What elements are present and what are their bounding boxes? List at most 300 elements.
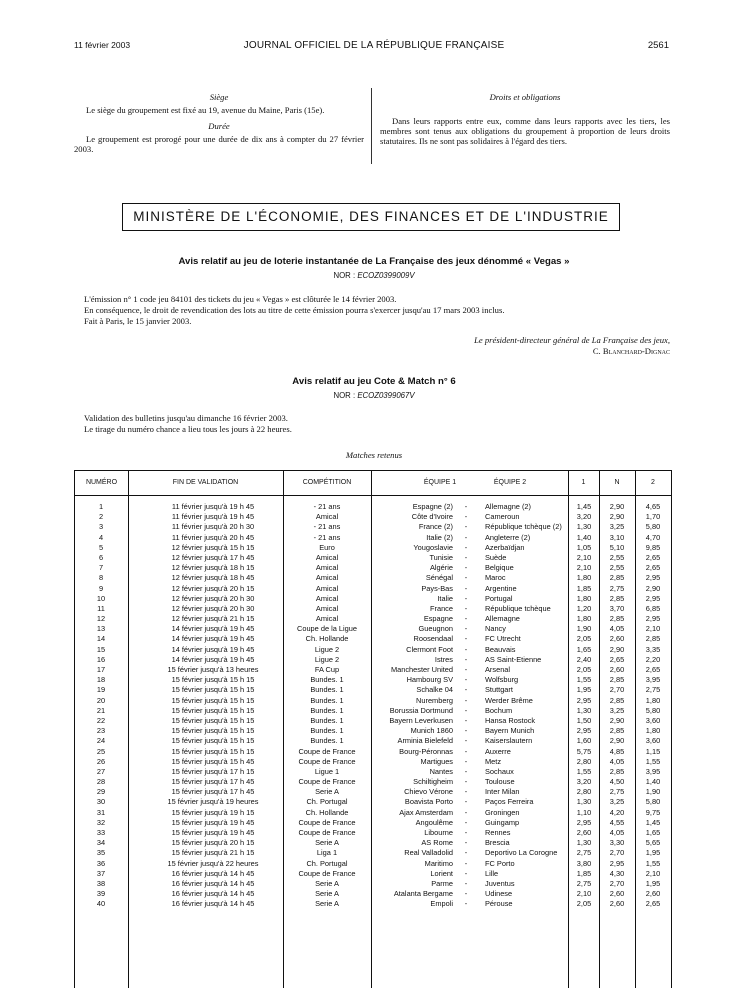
row-number: 39 (96, 889, 106, 899)
row-odds-1: 1,05 (576, 542, 592, 552)
row-team2: AS Saint-Etienne (485, 654, 542, 664)
row-odds-1: 1,60 (576, 736, 592, 746)
row-odds-2: 2,95 (645, 614, 661, 624)
row-odds-n: 2,90 (609, 502, 625, 511)
th-competition: COMPÉTITION (302, 479, 352, 486)
row-odds-2: 2,20 (645, 654, 661, 664)
row-competition: Ch. Hollande (305, 807, 349, 817)
row-separator: - (464, 654, 468, 664)
table-row (75, 828, 671, 838)
row-odds-n: 4,05 (609, 756, 625, 766)
row-validation: 12 février jusqu'à 21 h 15 (171, 614, 255, 624)
row-odds-n: 2,90 (609, 736, 625, 746)
row-separator: - (464, 848, 468, 858)
row-competition: Amical (315, 512, 339, 522)
row-validation: 15 février jusqu'à 19 h 45 (171, 828, 255, 837)
row-number: 15 (96, 644, 106, 654)
row-team2: Toulouse (485, 777, 515, 787)
row-odds-n: 2,60 (609, 634, 625, 644)
avis2-line1: Validation des bulletins jusqu'au dimanche 16 février 2003. (84, 413, 288, 423)
row-competition: Serie A (315, 889, 339, 899)
row-number: 35 (96, 848, 106, 858)
row-odds-n: 2,70 (609, 878, 625, 888)
row-odds-2: 1,80 (645, 726, 661, 736)
row-number: 5 (98, 542, 104, 552)
row-odds-1: 2,40 (576, 654, 592, 664)
row-number: 20 (96, 695, 106, 705)
row-separator: - (464, 675, 468, 685)
row-odds-2: 5,80 (645, 522, 661, 532)
row-odds-2: 4,65 (645, 502, 661, 511)
row-competition: Serie A (315, 838, 339, 848)
row-separator: - (464, 532, 468, 542)
row-odds-1: 1,45 (576, 502, 592, 511)
row-odds-2: 3,95 (645, 766, 661, 776)
signature-role: Le président-directeur général de La Française des jeux, (474, 335, 670, 345)
row-competition: Amical (315, 563, 339, 573)
row-odds-1: 2,95 (576, 817, 592, 827)
row-team1: Lorient (430, 868, 453, 878)
th-odds-n: N (614, 479, 620, 486)
table-row (75, 706, 671, 716)
th-odds-1: 1 (581, 479, 586, 486)
row-team2: Sochaux (485, 766, 514, 776)
row-odds-n: 2,75 (609, 787, 625, 797)
row-separator: - (464, 807, 468, 817)
row-validation: 16 février jusqu'à 14 h 45 (171, 878, 255, 888)
row-team1: Atalanta Bergame (393, 889, 453, 899)
row-separator: - (464, 777, 468, 787)
row-number: 14 (96, 634, 106, 644)
avis2-line2: Le tirage du numéro chance a lieu tous les jours à 22 heures. (84, 424, 292, 434)
row-separator: - (464, 899, 468, 909)
table-row (75, 512, 671, 522)
row-odds-n: 2,65 (609, 654, 625, 664)
avis1-title: Avis relatif au jeu de loterie instantanée de La Française des jeux dénommé « Vegas » (178, 256, 570, 267)
row-team1: Sénégal (425, 573, 453, 583)
row-odds-2: 5,65 (645, 838, 661, 848)
row-validation: 15 février jusqu'à 15 h 15 (171, 726, 255, 736)
row-team1: Espagne (423, 614, 453, 624)
row-team1: Boavista Porto (404, 797, 453, 807)
row-validation: 15 février jusqu'à 15 h 15 (171, 715, 255, 725)
row-validation: 15 février jusqu'à 15 h 15 (171, 685, 255, 695)
row-team2: Rennes (485, 828, 511, 837)
row-odds-n: 4,85 (609, 746, 625, 756)
row-validation: 11 février jusqu'à 20 h 45 (171, 532, 255, 542)
row-team2: FC Utrecht (485, 634, 521, 644)
table-body (75, 502, 671, 910)
duree-text: Le groupement est prorogé pour une durée de dix ans à compter du 27 février 2003. (74, 134, 364, 154)
row-number: 36 (96, 858, 106, 868)
row-odds-1: 2,80 (576, 787, 592, 797)
th-equipe1: ÉQUIPE 1 (423, 479, 457, 486)
row-odds-2: 9,75 (645, 807, 661, 817)
row-team1: Chievo Vérone (404, 787, 453, 797)
row-team1: Hambourg SV (406, 675, 453, 685)
row-odds-n: 2,90 (609, 644, 625, 654)
row-separator: - (464, 828, 468, 837)
avis2-nor (0, 391, 748, 400)
row-team2: Kaiserslautern (485, 736, 533, 746)
table-row (75, 533, 671, 543)
row-validation: 16 février jusqu'à 14 h 45 (171, 889, 255, 899)
row-odds-n: 4,20 (609, 807, 625, 817)
row-number: 8 (98, 573, 104, 583)
table-row (75, 757, 671, 767)
avis1-signature (300, 335, 670, 357)
row-odds-n: 2,75 (609, 583, 625, 593)
row-odds-1: 3,20 (576, 512, 592, 522)
row-validation: 12 février jusqu'à 15 h 15 (171, 542, 255, 552)
row-odds-1: 2,10 (576, 552, 592, 562)
row-odds-1: 1,30 (576, 797, 592, 807)
row-validation: 15 février jusqu'à 21 h 15 (171, 848, 255, 858)
row-team1: Pays-Bas (421, 583, 453, 593)
row-team2: Belgique (485, 563, 514, 573)
row-validation: 14 février jusqu'à 19 h 45 (171, 654, 255, 664)
th-fin-validation: FIN DE VALIDATION (172, 479, 239, 486)
row-team2: Beauvais (485, 644, 516, 654)
row-team1: Italie (437, 593, 453, 603)
row-odds-n: 3,30 (609, 838, 625, 848)
row-separator: - (464, 736, 468, 746)
row-team2: Stuttgart (485, 685, 513, 695)
row-odds-1: 1,30 (576, 838, 592, 848)
row-separator: - (464, 583, 468, 593)
row-separator: - (464, 563, 468, 573)
row-competition: Bundes. 1 (310, 675, 344, 685)
row-number: 4 (98, 532, 104, 542)
table-row (75, 767, 671, 777)
row-team2: Auxerre (485, 746, 511, 756)
row-odds-2: 1,95 (645, 878, 661, 888)
column-separator (371, 88, 372, 164)
row-validation: 12 février jusqu'à 18 h 15 (171, 563, 255, 573)
table-row (75, 553, 671, 563)
row-validation: 16 février jusqu'à 14 h 45 (171, 868, 255, 878)
row-odds-n: 2,85 (609, 573, 625, 583)
row-team2: Allemagne (2) (485, 502, 532, 511)
signature-name: C. Blanchard-Dignac (592, 346, 670, 356)
row-team1: Algérie (429, 563, 453, 573)
row-odds-1: 2,05 (576, 899, 592, 909)
row-odds-2: 1,70 (645, 512, 661, 522)
row-number: 16 (96, 654, 106, 664)
table-caption: Matches retenus (345, 450, 403, 460)
row-competition: Ligue 2 (314, 654, 340, 664)
row-team2: FC Porto (485, 858, 515, 868)
table-row (75, 818, 671, 828)
row-odds-1: 3,80 (576, 858, 592, 868)
row-competition: - 21 ans (313, 502, 341, 511)
avis1-line3: Fait à Paris, le 15 janvier 2003. (84, 316, 192, 326)
row-team2: Nancy (485, 624, 506, 634)
table-row (75, 716, 671, 726)
row-validation: 12 février jusqu'à 18 h 45 (171, 573, 255, 583)
row-validation: 15 février jusqu'à 15 h 15 (171, 695, 255, 705)
th-equipe2: ÉQUIPE 2 (493, 479, 527, 486)
table-row (75, 543, 671, 553)
row-team2: Arsenal (485, 665, 511, 674)
row-odds-2: 2,95 (645, 593, 661, 603)
row-odds-1: 1,55 (576, 675, 592, 685)
row-odds-n: 2,55 (609, 552, 625, 562)
row-number: 13 (96, 624, 106, 634)
avis1-line1: L'émission n° 1 code jeu 84101 des tickets du jeu « Vegas » est clôturée le 14 février 2003. (84, 294, 397, 304)
row-team1: Manchester United (390, 665, 453, 674)
row-number: 34 (96, 838, 106, 848)
row-odds-n: 3,25 (609, 705, 625, 715)
row-odds-2: 1,95 (645, 848, 661, 858)
row-validation: 15 février jusqu'à 19 h 15 (171, 807, 255, 817)
row-validation: 14 février jusqu'à 19 h 45 (171, 624, 255, 634)
row-separator: - (464, 665, 468, 674)
row-number: 28 (96, 777, 106, 787)
row-odds-2: 6,85 (645, 603, 661, 613)
row-validation: 15 février jusqu'à 19 heures (167, 797, 259, 807)
row-odds-n: 4,05 (609, 624, 625, 634)
table-row (75, 563, 671, 573)
page-number: 2561 (647, 40, 669, 51)
row-odds-n: 2,60 (609, 899, 625, 909)
row-number: 37 (96, 868, 106, 878)
row-team2: Juventus (485, 878, 515, 888)
row-team2: Bayern Munich (485, 726, 535, 736)
row-team1: Yougoslavie (413, 542, 453, 552)
row-validation: 15 février jusqu'à 17 h 15 (171, 766, 255, 776)
siege-text: Le siège du groupement est fixé au 19, avenue du Maine, Paris (15e). (86, 105, 325, 115)
row-odds-1: 1,80 (576, 614, 592, 624)
row-number: 18 (96, 675, 106, 685)
row-odds-2: 5,80 (645, 705, 661, 715)
row-odds-1: 2,95 (576, 726, 592, 736)
row-separator: - (464, 542, 468, 552)
row-odds-1: 1,90 (576, 624, 592, 634)
row-odds-2: 1,80 (645, 695, 661, 705)
row-odds-2: 1,55 (645, 756, 661, 766)
avis2-title: Avis relatif au jeu Cote & Match n° 6 (292, 376, 456, 387)
left-column (74, 88, 364, 154)
row-validation: 15 février jusqu'à 22 heures (167, 858, 259, 868)
row-competition: Serie A (315, 878, 339, 888)
row-validation: 12 février jusqu'à 20 h 30 (171, 603, 255, 613)
row-team1: AS Rome (421, 838, 453, 848)
row-competition: Ligue 2 (314, 644, 340, 654)
table-row (75, 614, 671, 624)
row-competition: Euro (319, 542, 335, 552)
row-odds-1: 2,05 (576, 665, 592, 674)
row-odds-n: 2,85 (609, 593, 625, 603)
row-odds-n: 4,55 (609, 817, 625, 827)
row-competition: Coupe de France (298, 746, 356, 756)
row-separator: - (464, 726, 468, 736)
row-separator: - (464, 512, 468, 522)
table-row (75, 685, 671, 695)
header-rule (75, 495, 671, 496)
table-row (75, 777, 671, 787)
row-separator: - (464, 838, 468, 848)
row-competition: Amical (315, 552, 339, 562)
row-number: 26 (96, 756, 106, 766)
row-team2: Bochum (485, 705, 513, 715)
row-team2: Angleterre (2) (485, 532, 531, 542)
row-separator: - (464, 522, 468, 532)
row-team1: Tunisie (429, 552, 453, 562)
table-row (75, 645, 671, 655)
table-row (75, 808, 671, 818)
table-row (75, 797, 671, 807)
row-number: 17 (96, 665, 106, 674)
row-odds-n: 5,10 (609, 542, 625, 552)
row-team1: Bourg-Péronnas (399, 746, 453, 756)
row-odds-1: 1,80 (576, 573, 592, 583)
row-competition: Bundes. 1 (310, 695, 344, 705)
row-team1: Schalke 04 (416, 685, 453, 695)
row-odds-n: 2,55 (609, 563, 625, 573)
row-odds-1: 1,80 (576, 593, 592, 603)
row-team1: Parme (431, 878, 453, 888)
row-number: 11 (97, 603, 105, 613)
row-odds-2: 2,90 (645, 583, 661, 593)
row-team2: Udinese (485, 889, 513, 899)
row-odds-1: 1,40 (576, 532, 592, 542)
row-separator: - (464, 552, 468, 562)
row-validation: 14 février jusqu'à 19 h 45 (171, 644, 255, 654)
row-odds-2: 1,15 (645, 746, 661, 756)
row-odds-1: 3,20 (576, 777, 592, 787)
table-row (75, 624, 671, 634)
row-team1: Real Valladolid (404, 848, 453, 858)
row-odds-n: 2,85 (609, 695, 625, 705)
row-separator: - (464, 685, 468, 695)
row-team2: Maroc (485, 573, 506, 583)
row-odds-2: 3,95 (645, 675, 661, 685)
row-separator: - (464, 756, 468, 766)
row-validation: 15 février jusqu'à 17 h 45 (171, 787, 255, 797)
table-row (75, 665, 671, 675)
row-validation: 15 février jusqu'à 15 h 15 (171, 705, 255, 715)
row-number: 3 (98, 522, 104, 532)
row-team2: Groningen (485, 807, 520, 817)
row-validation: 11 février jusqu'à 19 h 45 (171, 502, 255, 511)
row-separator: - (464, 614, 468, 624)
row-validation: 16 février jusqu'à 14 h 45 (171, 899, 255, 909)
row-team2: Paços Ferreira (485, 797, 534, 807)
row-validation: 14 février jusqu'à 19 h 45 (171, 634, 255, 644)
row-team2: Brescia (485, 838, 510, 848)
row-separator: - (464, 858, 468, 868)
table-row (75, 899, 671, 909)
row-validation: 15 février jusqu'à 15 h 15 (171, 746, 255, 756)
row-team1: Nantes (429, 766, 453, 776)
row-odds-n: 4,50 (609, 777, 625, 787)
row-validation: 15 février jusqu'à 20 h 15 (171, 838, 255, 848)
row-number: 2 (98, 512, 104, 522)
row-validation: 15 février jusqu'à 15 h 15 (171, 675, 255, 685)
row-odds-1: 1,30 (576, 705, 592, 715)
row-odds-1: 1,55 (576, 766, 592, 776)
row-odds-2: 2,10 (645, 624, 661, 634)
ministry-banner: MINISTÈRE DE L'ÉCONOMIE, DES FINANCES ET DE L'INDUSTRIE (122, 203, 620, 231)
row-odds-1: 2,80 (576, 756, 592, 766)
row-odds-1: 2,95 (576, 695, 592, 705)
row-team2: Pérouse (485, 899, 513, 909)
table-row (75, 848, 671, 858)
row-team1: Ajax Amsterdam (399, 807, 453, 817)
row-odds-2: 3,60 (645, 715, 661, 725)
row-validation: 15 février jusqu'à 15 h 15 (171, 736, 255, 746)
row-competition: Coupe de la Ligue (297, 624, 357, 634)
avis1-nor (0, 271, 748, 280)
row-separator: - (464, 573, 468, 583)
row-odds-2: 1,55 (645, 858, 661, 868)
siege-heading: Siège (209, 92, 229, 102)
row-team2: Deportivo La Corogne (485, 848, 558, 858)
row-team2: Wolfsburg (485, 675, 519, 685)
right-column (380, 88, 670, 146)
table-row (75, 726, 671, 736)
row-odds-1: 1,10 (576, 807, 592, 817)
row-odds-2: 1,65 (645, 828, 661, 837)
row-number: 12 (96, 614, 106, 624)
row-odds-2: 2,95 (645, 573, 661, 583)
avis1-nor-code: ECOZ0399009V (357, 271, 415, 280)
row-odds-1: 1,65 (576, 644, 592, 654)
table-row (75, 838, 671, 848)
table-row (75, 736, 671, 746)
row-odds-n: 2,90 (609, 715, 625, 725)
row-competition: Coupe de France (298, 868, 356, 878)
row-separator: - (464, 787, 468, 797)
row-team1: Clermont Foot (406, 644, 453, 654)
table-row (75, 696, 671, 706)
row-odds-2: 1,45 (645, 817, 661, 827)
row-odds-n: 2,95 (609, 858, 625, 868)
row-team1: Italie (2) (426, 532, 453, 542)
row-separator: - (464, 502, 468, 511)
row-team1: Borussia Dortmund (389, 705, 453, 715)
row-team1: Martigues (420, 756, 453, 766)
row-team2: Guingamp (485, 817, 520, 827)
row-team1: Gueugnon (418, 624, 453, 634)
row-competition: Liga 1 (316, 848, 338, 858)
row-validation: 11 février jusqu'à 20 h 30 (171, 522, 255, 532)
row-separator: - (464, 603, 468, 613)
row-odds-2: 2,75 (645, 685, 661, 695)
row-team1: Schiltigheim (413, 777, 453, 787)
row-odds-2: 2,65 (645, 899, 661, 909)
row-odds-n: 4,05 (609, 828, 625, 837)
row-number: 23 (96, 726, 106, 736)
row-team2: Cameroun (485, 512, 520, 522)
row-team2: République tchèque (485, 603, 551, 613)
row-team1: France (429, 603, 453, 613)
row-competition: Serie A (315, 787, 339, 797)
avis2-nor-label: NOR : (333, 391, 356, 400)
row-number: 33 (96, 828, 106, 837)
row-odds-2: 1,90 (645, 787, 661, 797)
row-odds-n: 2,85 (609, 766, 625, 776)
row-odds-2: 2,85 (645, 634, 661, 644)
row-odds-2: 3,60 (645, 736, 661, 746)
row-team2: Allemagne (485, 614, 520, 624)
table-row (75, 869, 671, 879)
th-odds-2: 2 (651, 479, 655, 486)
row-separator: - (464, 644, 468, 654)
row-odds-n: 2,70 (609, 848, 625, 858)
row-validation: 11 février jusqu'à 19 h 45 (171, 512, 255, 522)
